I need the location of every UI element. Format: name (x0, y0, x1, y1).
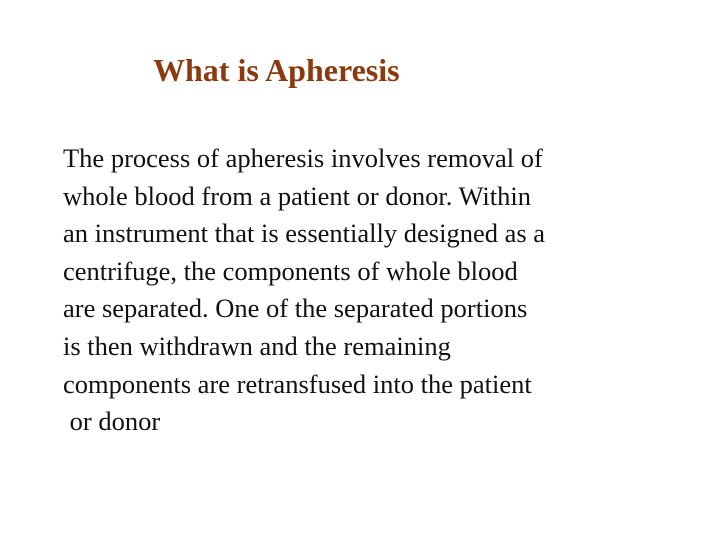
body-line: or donor (63, 406, 161, 437)
body-line: are separated. One of the separated portions (63, 293, 528, 324)
slide-title: What is Apheresis (153, 52, 400, 88)
body-line: whole blood from a patient or donor. Within (63, 180, 532, 211)
body-line: an instrument that is essentially designed as a (63, 218, 546, 249)
body-line: The process of apheresis involves removal of (63, 143, 543, 173)
body-paragraph (63, 140, 545, 441)
body-line: components are retransfused into the patient (63, 368, 532, 399)
body-line: centrifuge, the components of whole blood (63, 255, 518, 286)
body-line: is then withdrawn and the remaining (63, 330, 451, 361)
